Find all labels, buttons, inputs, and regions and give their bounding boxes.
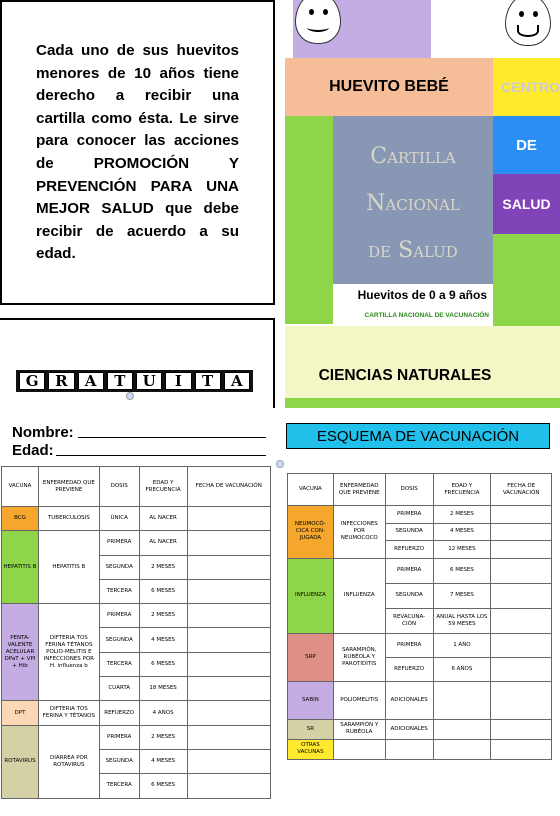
gratuita-letter: I (165, 372, 191, 390)
dose-cell: TERCERA (99, 579, 139, 603)
table-row (2, 507, 271, 531)
vaccine-cell: SR (288, 719, 334, 739)
green-block-left (285, 116, 333, 324)
gratuita-banner (16, 370, 253, 392)
date-field[interactable] (491, 558, 552, 583)
disease-cell: INFECCIONES POR NEUMOCOCO (333, 506, 385, 559)
gratuita-letter: A (78, 372, 104, 390)
disease-cell: DIFTERIA TOS FERINA Y TÉTANOS (38, 701, 99, 725)
date-field[interactable] (491, 583, 552, 608)
nombre-line[interactable] (78, 437, 266, 438)
ciencias-title: CIENCIAS NATURALES (318, 367, 492, 384)
disease-cell: TUBERCULOSIS (38, 507, 99, 531)
header-dosis: DOSIS (99, 467, 139, 507)
table-row (288, 681, 552, 719)
cartilla-title (333, 128, 493, 278)
date-field[interactable] (187, 507, 270, 531)
dose-cell: TERCERA (99, 652, 139, 676)
date-field[interactable] (187, 579, 270, 603)
dose-cell: PRIMERA (385, 558, 433, 583)
age-cell: 2 MESES (433, 506, 491, 524)
gratuita-letter: R (48, 372, 74, 390)
header-dosis: DOSIS (385, 474, 433, 506)
dose-cell: PRIMERA (99, 531, 139, 555)
header-enfermedad: ENFERMEDAD QUE PREVIENE (38, 467, 99, 507)
disease-cell: SARAMPIÓN Y RUBÉOLA (333, 719, 385, 739)
date-field[interactable] (491, 523, 552, 541)
gratuita-letter: T (195, 372, 221, 390)
egg-face-icon (295, 0, 341, 44)
table-row (288, 719, 552, 739)
cartilla-title-line: Cartilla (370, 143, 456, 169)
date-field[interactable] (491, 541, 552, 559)
date-field[interactable] (187, 652, 270, 676)
age-cell: 4 MESES (139, 749, 187, 773)
vaccine-cell: ROTAVIRUS (2, 725, 39, 798)
header-edad: EDAD Y FRECUENCIA (139, 467, 187, 507)
gratuita-letter: A (224, 372, 250, 390)
vaccine-cell: OTRAS VACUNAS (288, 739, 334, 759)
vaccination-table-1 (1, 466, 271, 799)
age-cell: 12 MESES (433, 541, 491, 559)
dose-cell: ADICIONALES (385, 681, 433, 719)
cartilla-subtitle: CARTILLA NACIONAL DE VACUNACIÓN (364, 311, 489, 319)
age-cell: 6 MESES (433, 558, 491, 583)
age-cell: 4 AÑOS (139, 701, 187, 725)
vaccine-cell: SRP (288, 633, 334, 681)
dose-cell: PRIMERA (385, 506, 433, 524)
age-cell: 7 MESES (433, 583, 491, 608)
disease-cell: INFLUENZA (333, 558, 385, 633)
age-cell: 2 MESES (139, 555, 187, 579)
header-edad: EDAD Y FRECUENCIA (433, 474, 491, 506)
table-row (288, 558, 552, 583)
nombre-label: Nombre: (12, 424, 74, 441)
green-block-right (493, 234, 560, 326)
edad-line[interactable] (56, 455, 266, 456)
dose-cell: SEGUNDA (385, 583, 433, 608)
de-label: DE (516, 136, 537, 154)
age-cell: ANUAL HASTA LOS 59 MESES (433, 608, 491, 633)
cartilla-title-line: Nacional (366, 190, 460, 216)
vaccine-cell: DPT (2, 701, 39, 725)
date-field[interactable] (491, 608, 552, 633)
age-cell: AL NACER (139, 531, 187, 555)
disease-cell: DIFTERIA TOS FERINA TÉTANOS POLIO-MELITIS E INFECCIONES POR H. influenza b (38, 604, 99, 701)
header-enfermedad: ENFERMEDAD QUE PREVIENE (333, 474, 385, 506)
table-row (2, 531, 271, 555)
date-field[interactable] (187, 677, 270, 701)
date-field[interactable] (187, 774, 270, 798)
esquema-title: ESQUEMA DE VACUNACIÓN (286, 423, 550, 449)
date-field[interactable] (187, 604, 270, 628)
dose-cell: PRIMERA (99, 725, 139, 749)
date-field[interactable] (187, 628, 270, 652)
intro-box (0, 0, 275, 305)
date-field[interactable] (187, 749, 270, 773)
dose-cell: REFUERZO (99, 701, 139, 725)
dose-cell: SEGUNDA (99, 628, 139, 652)
gratuita-letter: G (19, 372, 45, 390)
disease-cell: HEPATITIS B (38, 531, 99, 604)
age-cell: 18 MESES (139, 677, 187, 701)
dose-cell: CUARTA (99, 677, 139, 701)
date-field[interactable] (491, 719, 552, 739)
header-fecha: FECHA DE VACUNACIÓN (187, 467, 270, 507)
dose-cell: SEGUNDA (99, 749, 139, 773)
date-field[interactable] (187, 701, 270, 725)
disease-cell: POLIOMELITIS (333, 681, 385, 719)
table-header-row (288, 474, 552, 506)
table-row (288, 633, 552, 657)
table-header-row (2, 467, 271, 507)
date-field[interactable] (187, 725, 270, 749)
age-cell: 6 MESES (139, 774, 187, 798)
date-field[interactable] (491, 633, 552, 657)
table-row (2, 725, 271, 749)
dose-cell: PRIMERA (385, 633, 433, 657)
age-cell: 1 AÑO (433, 633, 491, 657)
dose-cell: TERCERA (99, 774, 139, 798)
dose-cell: ADICIONALES (385, 719, 433, 739)
salud-label: SALUD (502, 196, 551, 212)
date-field[interactable] (187, 555, 270, 579)
age-cell: 2 MESES (139, 604, 187, 628)
dose-cell: REFUERZO (385, 541, 433, 559)
dose-cell: REFUERZO (385, 657, 433, 681)
edad-label: Edad: (12, 442, 54, 459)
age-range: Huevitos de 0 a 9 años (357, 288, 487, 302)
table-row (2, 701, 271, 725)
header-vacuna: VACUNA (288, 474, 334, 506)
vaccine-cell: INFLUENZA (288, 558, 334, 633)
age-cell: AL NACER (139, 507, 187, 531)
age-cell: 6 AÑOS (433, 657, 491, 681)
disease-cell: DIARREA POR ROTAVIRUS (38, 725, 99, 798)
date-field[interactable] (187, 531, 270, 555)
disease-cell: SARAMPIÓN, RUBÉOLA Y PAROTIDITIS (333, 633, 385, 681)
dose-cell: SEGUNDA (385, 523, 433, 541)
huevito-bebe-title: HUEVITO BEBÉ (329, 78, 449, 95)
intro-text: Cada uno de sus huevitos menores de 10 años tiene derecho a recibir una cartilla como ésta. Le sirve para conocer las acciones de PROMOCIÓN Y PREVENCIÓN PARA UNA MEJOR SALUD que debe recibir de acuerdo a su edad. (36, 42, 239, 263)
header-vacuna: VACUNA (2, 467, 39, 507)
vaccine-cell: NEUMOCÓ-CICA CON-JUGADA (288, 506, 334, 559)
pin-icon (126, 392, 134, 400)
table-row (288, 506, 552, 524)
cartilla-title-line: de Salud (368, 237, 458, 263)
dose-cell (385, 739, 433, 759)
age-cell: 6 MESES (139, 652, 187, 676)
dose-cell: PRIMERA (99, 604, 139, 628)
age-cell (433, 739, 491, 759)
egg-face-icon (505, 0, 551, 46)
vaccine-cell: PENTA-VALENTE ACELULAR DPaT + VPI + Hib (2, 604, 39, 701)
cartilla-cover (285, 0, 560, 408)
date-field[interactable] (491, 657, 552, 681)
dose-cell: ÚNICA (99, 507, 139, 531)
gratuita-letter: U (136, 372, 162, 390)
age-cell: 4 MESES (139, 628, 187, 652)
table-row (2, 604, 271, 628)
vaccine-cell: BCG (2, 507, 39, 531)
table-row (288, 739, 552, 759)
gratuita-box (0, 318, 275, 408)
age-cell (433, 719, 491, 739)
disease-cell (333, 739, 385, 759)
age-cell: 6 MESES (139, 579, 187, 603)
age-cell (433, 681, 491, 719)
dose-cell: REVACUNA-CIÓN (385, 608, 433, 633)
centro-label: CENTRO (501, 79, 560, 95)
header-fecha: FECHA DE VACUNACIÓN (491, 474, 552, 506)
vaccination-table-2 (287, 473, 552, 760)
age-cell: 4 MESES (433, 523, 491, 541)
vaccine-cell: SABIN (288, 681, 334, 719)
green-strip-bottom (285, 398, 560, 408)
pin-icon (276, 460, 284, 468)
gratuita-letter: T (107, 372, 133, 390)
vaccine-cell: HEPATITIS B (2, 531, 39, 604)
date-field[interactable] (491, 506, 552, 524)
age-cell: 2 MESES (139, 725, 187, 749)
date-field[interactable] (491, 681, 552, 719)
date-field[interactable] (491, 739, 552, 759)
dose-cell: SEGUNDA (99, 555, 139, 579)
